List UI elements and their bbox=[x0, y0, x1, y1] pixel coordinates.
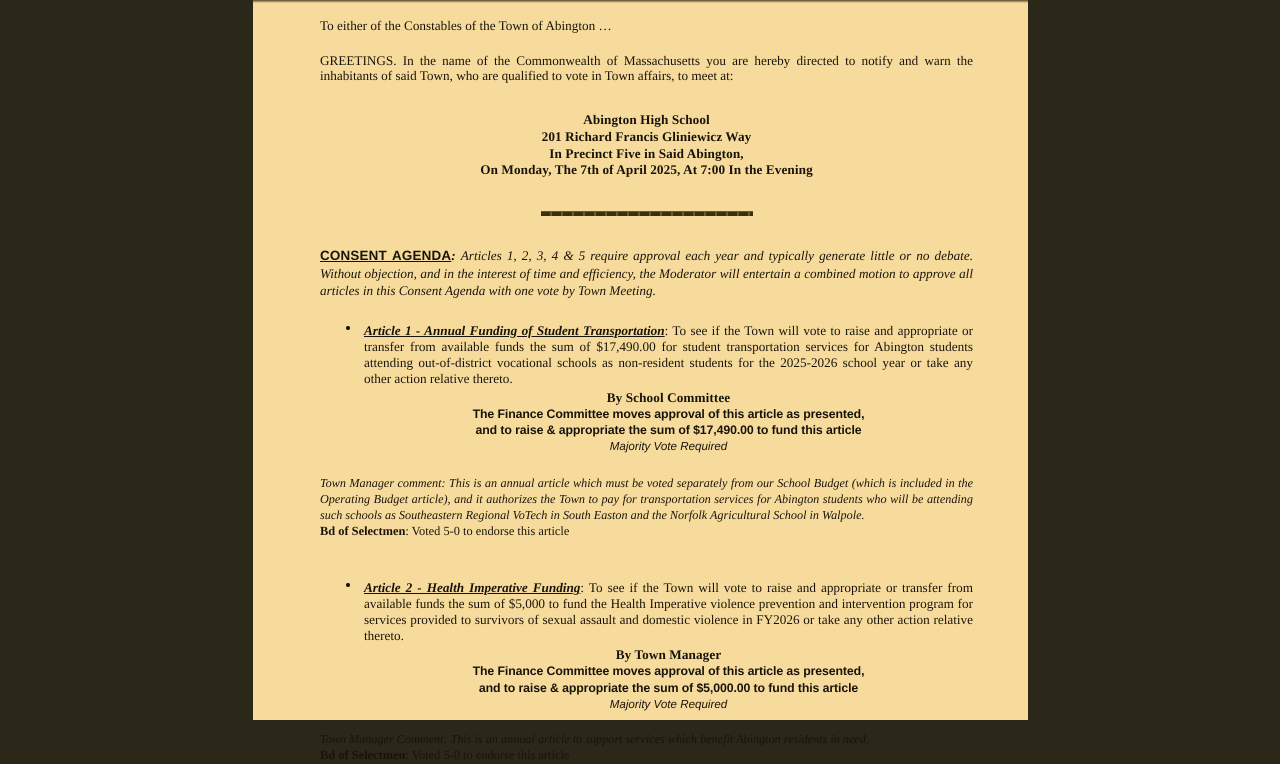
to-constables-line: To either of the Constables of the Town of Abington … bbox=[320, 18, 612, 33]
meeting-location-line-1: Abington High School bbox=[583, 112, 710, 128]
article-1-comment-text: This is an annual article which must be voted separately from our School Budget (which is included in the Operating Budget article), and it authorizes the Town to pay for transportation services for Abington students who will be attending such schools as Southeastern Regional VoTech in South Easton and the Norfolk Agricultural School in Walpole. bbox=[320, 475, 973, 522]
article-1-motion-line-1: The Finance Committee moves approval of this article as presented, bbox=[472, 406, 865, 421]
article-2-sponsor: By Town Manager bbox=[615, 647, 722, 663]
article-2-selectmen-text: : Voted 5-0 to endorse this article bbox=[405, 748, 570, 763]
article-2-comment-block bbox=[320, 713, 973, 763]
article-1-text: To see if the Town will vote to raise and appropriate or transfer from available funds the sum of $17,490.00 for student transportation services for Abington students attending out-of-district vocational schools as non-resident students for the 2025-2026 school year or take any other action relative thereto. bbox=[364, 322, 974, 386]
section-divider bbox=[541, 211, 753, 216]
article-1-selectmen-line bbox=[320, 523, 973, 539]
meeting-location-block bbox=[320, 84, 973, 179]
article-2-motion bbox=[364, 644, 973, 713]
article-1-colon: : bbox=[664, 322, 669, 338]
article-2-selectmen-line bbox=[320, 747, 973, 763]
article-2-vote-requirement: Majority Vote Required bbox=[609, 697, 728, 711]
article-2-motion-line-2: and to raise & appropriate the sum of $5,000.00 to fund this article bbox=[478, 680, 859, 695]
article-1-sponsor: By School Committee bbox=[606, 389, 731, 405]
article-2-selectmen-label: Bd of Selectmen bbox=[320, 748, 406, 763]
article-1-vote-requirement: Majority Vote Required bbox=[609, 440, 728, 454]
consent-agenda-text: Articles 1, 2, 3, 4 & 5 require approval each year and typically generate little or no debate. Without objection, and in the interest of time and efficiency, the Moderator will entertain a combined motion to approve all articles in this Consent Agenda with one vote by Town Meeting. bbox=[320, 248, 973, 299]
article-2-motion-line-1: The Finance Committee moves approval of this article as presented, bbox=[472, 664, 865, 679]
article-1-motion bbox=[364, 387, 973, 456]
article-1-comment-label: Town Manager comment: bbox=[320, 475, 446, 490]
meeting-location-line-4: On Monday, The 7th of April 2025, At 7:00 In the Evening bbox=[480, 162, 813, 178]
article-1-selectmen-label: Bd of Selectmen bbox=[320, 524, 406, 539]
section-divider-wrap bbox=[320, 179, 973, 224]
consent-agenda-block bbox=[320, 224, 973, 300]
article-1-title: Article 1 - Annual Funding of Student Transportation bbox=[364, 322, 665, 338]
bullet-icon bbox=[346, 583, 350, 587]
consent-agenda-colon: : bbox=[451, 248, 456, 264]
bullet-icon bbox=[346, 326, 350, 330]
greetings-paragraph: GREETINGS. In the name of the Commonwealth of Massachusetts you are hereby directed to notify and warn the inhabitants of said Town, who are qualified to vote in Town affairs, to meet at: bbox=[320, 52, 973, 84]
article-2-body bbox=[364, 580, 973, 644]
meeting-location-line-3: In Precinct Five in Said Abington, bbox=[549, 145, 744, 161]
document-page bbox=[253, 0, 1028, 763]
document-content bbox=[320, 0, 973, 764]
article-1-selectmen-text: : Voted 5-0 to endorse this article bbox=[405, 524, 570, 539]
article-1-comment-block bbox=[320, 456, 973, 540]
article-1-body bbox=[364, 323, 973, 387]
article-2 bbox=[320, 539, 973, 713]
consent-agenda-label: CONSENT AGENDA bbox=[320, 248, 452, 264]
article-2-title: Article 2 - Health Imperative Funding bbox=[364, 580, 581, 596]
article-1-motion-line-2: and to raise & appropriate the sum of $17,490.00 to fund this article bbox=[475, 422, 862, 437]
meeting-location-line-2: 201 Richard Francis Gliniewicz Way bbox=[541, 128, 752, 144]
article-2-colon: : bbox=[580, 580, 585, 596]
article-1 bbox=[320, 300, 973, 456]
article-2-comment-label: Town Manager Comment: bbox=[320, 732, 448, 747]
article-2-text: To see if the Town will vote to raise and appropriate or transfer from available funds the sum of $5,000 to fund the Health Imperative violence prevention and intervention program for services provided to survivors of sexual assault and domestic violence in FY2026 or take any other action relative thereto. bbox=[364, 580, 973, 644]
article-2-comment-text: This is an annual article to support services which benefit Abington residents in need. bbox=[447, 732, 869, 747]
